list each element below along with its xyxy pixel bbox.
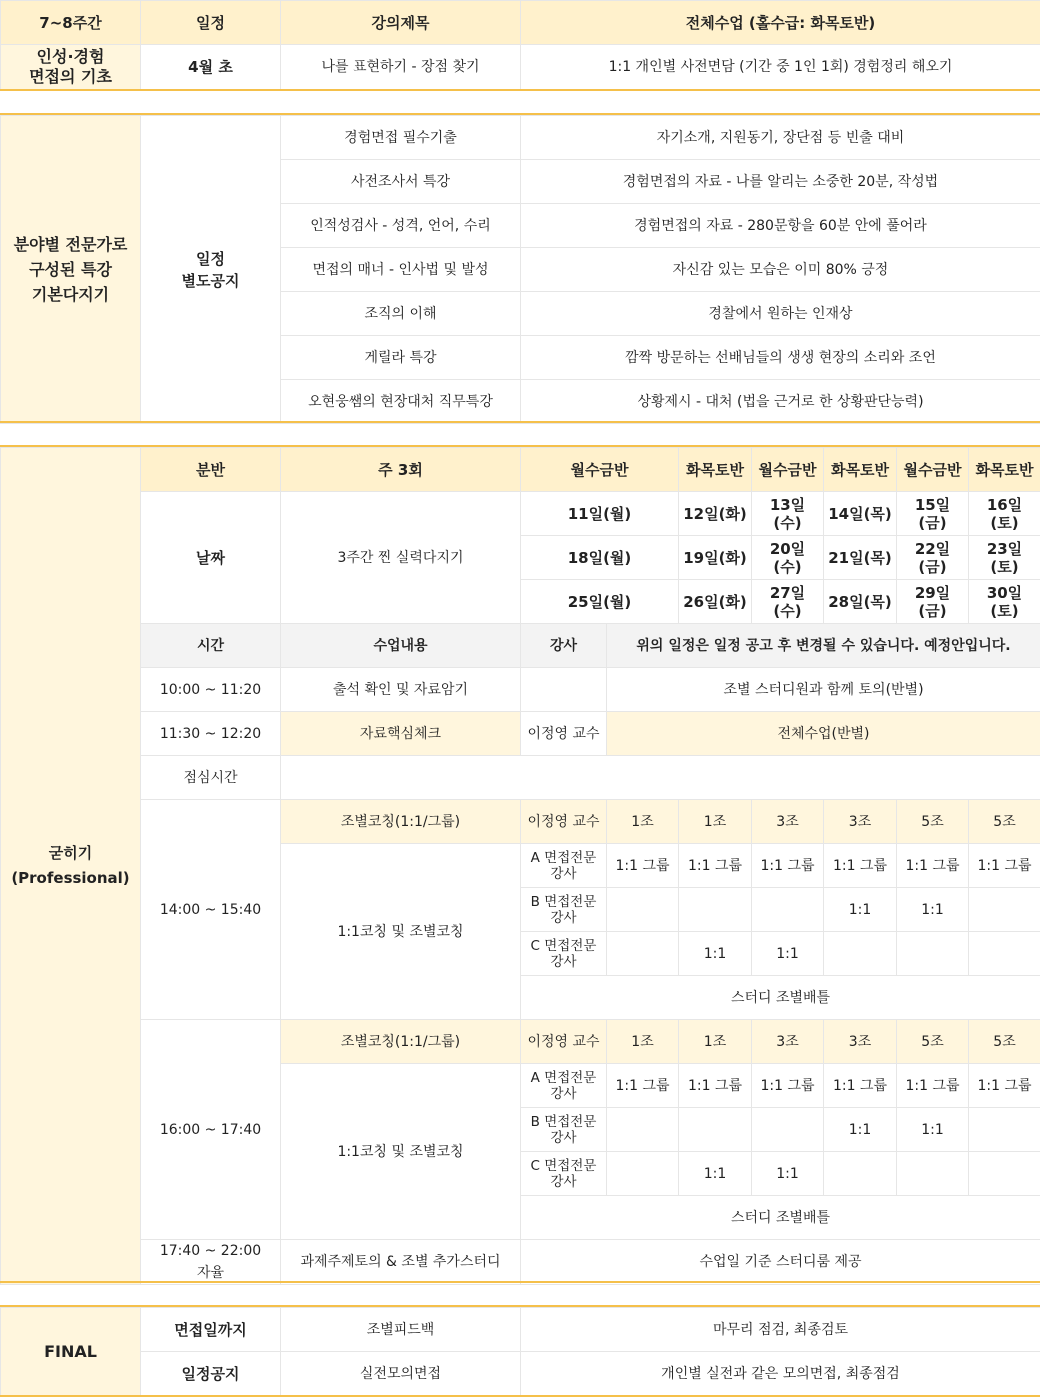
evening-description: 수업일 기준 스터디룸 제공 — [521, 1240, 1040, 1285]
coaching-cell — [969, 888, 1040, 932]
coaching-cell — [897, 1152, 969, 1196]
lecture-title: 사전조사서 특강 — [281, 160, 521, 204]
coach-teacher: C 면접전문 강사 — [521, 932, 607, 976]
group-coaching-label: 조별코칭(1:1/그룹) — [281, 1020, 521, 1064]
group-cell: 1조 — [607, 800, 679, 844]
coaching-cell: 1:1 그룹 — [897, 844, 969, 888]
coaching-cell: 1:1 그룹 — [607, 1064, 679, 1108]
final-table — [0, 1307, 1040, 1396]
date-cell: 18일(월) — [521, 536, 679, 580]
coaching-cell: 1:1 — [752, 1152, 824, 1196]
coaching-cell: 1:1 — [679, 932, 752, 976]
coaching-cell: 1:1 그룹 — [679, 1064, 752, 1108]
coaching-cell: 1:1 그룹 — [824, 844, 897, 888]
group-coaching-label: 조별코칭(1:1/그룹) — [281, 800, 521, 844]
study-battle: 스터디 조별배틀 — [521, 976, 1040, 1020]
section-divider — [0, 421, 1040, 423]
coach-teacher: A 면접전문 강사 — [521, 844, 607, 888]
coaching-cell: 1:1 — [679, 1152, 752, 1196]
dates-label: 날짜 — [141, 492, 281, 624]
lecture-title: 경험면접 필수기출 — [281, 116, 521, 160]
section-divider — [0, 89, 1040, 91]
coaching-cell — [969, 1108, 1040, 1152]
group-cell: 5조 — [969, 800, 1040, 844]
group-cell: 3조 — [752, 800, 824, 844]
coaching-cell — [969, 1152, 1040, 1196]
special-lecture-title: 분야별 전문가로 구성된 특강 기본다지기 — [1, 116, 141, 424]
header-frequency: 주 3회 — [281, 448, 521, 492]
final-content: 개인별 실전과 같은 모의면접, 최종점검 — [521, 1352, 1040, 1396]
coaching-cell: 1:1 — [752, 932, 824, 976]
time-cell: 11:30 ~ 12:20 — [141, 712, 281, 756]
intro-content: 1:1 개인별 사전면담 (기간 중 1인 1회) 경험정리 해오기 — [521, 45, 1040, 90]
coaching-cell: 1:1 그룹 — [679, 844, 752, 888]
special-lecture-date: 일정 별도공지 — [141, 116, 281, 424]
date-cell: 11일(월) — [521, 492, 679, 536]
header-content: 전체수업 (홀수급: 화목토반) — [521, 1, 1040, 45]
lecture-title: 조직의 이해 — [281, 292, 521, 336]
schedule-notice: 위의 일정은 일정 공고 후 변경될 수 있습니다. 예정안입니다. — [607, 624, 1040, 668]
date-cell: 28일(목) — [824, 580, 897, 624]
coaching-cell — [679, 888, 752, 932]
lecture-content: 깜짝 방문하는 선배님들의 생생 현장의 소리와 조언 — [521, 336, 1040, 380]
intro-table — [0, 0, 1040, 90]
subheader-content: 수업내용 — [281, 624, 521, 668]
final-date: 일정공지 — [141, 1352, 281, 1396]
coach-teacher: B 면접전문 강사 — [521, 888, 607, 932]
teacher-cell — [521, 668, 607, 712]
coaching-cell: 1:1 그룹 — [824, 1064, 897, 1108]
class-header: 화목토반 — [679, 448, 752, 492]
date-cell: 21일(목) — [824, 536, 897, 580]
time-cell: 17:40 ~ 22:00 자율 — [141, 1240, 281, 1285]
final-lecture: 조별피드백 — [281, 1308, 521, 1352]
coaching-cell — [607, 932, 679, 976]
coaching-cell: 1:1 — [824, 1108, 897, 1152]
special-lecture-table — [0, 115, 1040, 424]
date-cell: 19일(화) — [679, 536, 752, 580]
dates-description: 3주간 찐 실력다지기 — [281, 492, 521, 624]
class-header: 월수금반 — [752, 448, 824, 492]
group-cell: 3조 — [752, 1020, 824, 1064]
date-cell: 26일(화) — [679, 580, 752, 624]
coaching-cell: 1:1 그룹 — [969, 844, 1040, 888]
intro-date: 4월 초 — [141, 45, 281, 90]
coaching-label: 1:1코칭 및 조별코칭 — [281, 844, 521, 1020]
group-cell: 1조 — [679, 1020, 752, 1064]
study-battle: 스터디 조별배틀 — [521, 1196, 1040, 1240]
group-cell: 5조 — [897, 1020, 969, 1064]
coaching-cell — [969, 932, 1040, 976]
group-coaching-teacher: 이정영 교수 — [521, 800, 607, 844]
date-cell: 14일(목) — [824, 492, 897, 536]
final-lecture: 실전모의면접 — [281, 1352, 521, 1396]
coaching-cell: 1:1 그룹 — [752, 1064, 824, 1108]
coach-teacher: C 면접전문 강사 — [521, 1152, 607, 1196]
group-cell: 3조 — [824, 1020, 897, 1064]
final-content: 마무리 점검, 최종검토 — [521, 1308, 1040, 1352]
coaching-cell — [824, 1152, 897, 1196]
class-header: 월수금반 — [521, 448, 679, 492]
coaching-cell — [752, 1108, 824, 1152]
coaching-cell: 1:1 그룹 — [752, 844, 824, 888]
class-header: 화목토반 — [824, 448, 897, 492]
date-cell: 22일(금) — [897, 536, 969, 580]
coaching-cell: 1:1 그룹 — [969, 1064, 1040, 1108]
date-cell: 30일(토) — [969, 580, 1040, 624]
coaching-label: 1:1코칭 및 조별코칭 — [281, 1064, 521, 1240]
lecture-content: 경험면접의 자료 - 280문항을 60분 안에 풀어라 — [521, 204, 1040, 248]
final-date: 면접일까지 — [141, 1308, 281, 1352]
group-cell: 5조 — [897, 800, 969, 844]
coach-teacher: B 면접전문 강사 — [521, 1108, 607, 1152]
class-header: 화목토반 — [969, 448, 1040, 492]
date-cell: 12일(화) — [679, 492, 752, 536]
lecture-title: 오현웅쌤의 현장대처 직무특강 — [281, 380, 521, 424]
date-cell: 25일(월) — [521, 580, 679, 624]
group-cell: 3조 — [824, 800, 897, 844]
date-cell: 27일(수) — [752, 580, 824, 624]
coaching-cell: 1:1 — [897, 1108, 969, 1152]
lecture-content: 자신감 있는 모습은 이미 80% 긍정 — [521, 248, 1040, 292]
section-divider — [0, 1281, 1040, 1283]
group-cell: 1조 — [679, 800, 752, 844]
coach-teacher: A 면접전문 강사 — [521, 1064, 607, 1108]
lecture-content: 경찰에서 원하는 인재상 — [521, 292, 1040, 336]
lunch-empty — [281, 756, 1040, 800]
date-cell: 13일(수) — [752, 492, 824, 536]
coaching-cell — [607, 1108, 679, 1152]
date-cell: 20일(수) — [752, 536, 824, 580]
professional-title: 굳히기 (Professional) — [1, 448, 141, 1285]
group-coaching-teacher: 이정영 교수 — [521, 1020, 607, 1064]
group-cell: 1조 — [607, 1020, 679, 1064]
group-cell: 5조 — [969, 1020, 1040, 1064]
coaching-cell — [752, 888, 824, 932]
time-cell: 14:00 ~ 15:40 — [141, 800, 281, 1020]
coaching-cell — [897, 932, 969, 976]
coaching-cell: 1:1 — [824, 888, 897, 932]
coaching-cell — [607, 888, 679, 932]
time-cell: 16:00 ~ 17:40 — [141, 1020, 281, 1240]
lunch-label: 점심시간 — [141, 756, 281, 800]
lecture-title: 게릴라 특강 — [281, 336, 521, 380]
class-description: 조별 스터디원과 함께 토의(반별) — [607, 668, 1040, 712]
coaching-cell: 1:1 — [897, 888, 969, 932]
final-title: FINAL — [1, 1308, 141, 1396]
professional-table — [0, 447, 1040, 1285]
date-cell: 29일(금) — [897, 580, 969, 624]
coaching-cell: 1:1 그룹 — [897, 1064, 969, 1108]
coaching-cell: 1:1 그룹 — [607, 844, 679, 888]
lecture-content: 자기소개, 지원동기, 장단점 등 빈출 대비 — [521, 116, 1040, 160]
header-division: 분반 — [141, 448, 281, 492]
header-schedule: 일정 — [141, 1, 281, 45]
subheader-time: 시간 — [141, 624, 281, 668]
subheader-teacher: 강사 — [521, 624, 607, 668]
coaching-cell — [607, 1152, 679, 1196]
teacher-cell: 이정영 교수 — [521, 712, 607, 756]
class-header: 월수금반 — [897, 448, 969, 492]
date-cell: 15일(금) — [897, 492, 969, 536]
date-cell: 16일(토) — [969, 492, 1040, 536]
evening-content: 과제주제토의 & 조별 추가스터디 — [281, 1240, 521, 1285]
lecture-content: 상황제시 - 대처 (법을 근거로 한 상황판단능력) — [521, 380, 1040, 424]
time-cell: 10:00 ~ 11:20 — [141, 668, 281, 712]
lecture-title: 인적성검사 - 성격, 언어, 수리 — [281, 204, 521, 248]
header-lecture: 강의제목 — [281, 1, 521, 45]
intro-lecture: 나를 표현하기 - 장점 찾기 — [281, 45, 521, 90]
coaching-cell — [679, 1108, 752, 1152]
class-description: 전체수업(반별) — [607, 712, 1040, 756]
class-content: 출석 확인 및 자료암기 — [281, 668, 521, 712]
coaching-cell — [824, 932, 897, 976]
lecture-title: 면접의 매너 - 인사법 및 발성 — [281, 248, 521, 292]
intro-title: 인성·경험 면접의 기초 — [1, 45, 141, 90]
header-weeks: 7~8주간 — [1, 1, 141, 45]
class-content: 자료핵심체크 — [281, 712, 521, 756]
lecture-content: 경험면접의 자료 - 나를 알리는 소중한 20분, 작성법 — [521, 160, 1040, 204]
date-cell: 23일(토) — [969, 536, 1040, 580]
